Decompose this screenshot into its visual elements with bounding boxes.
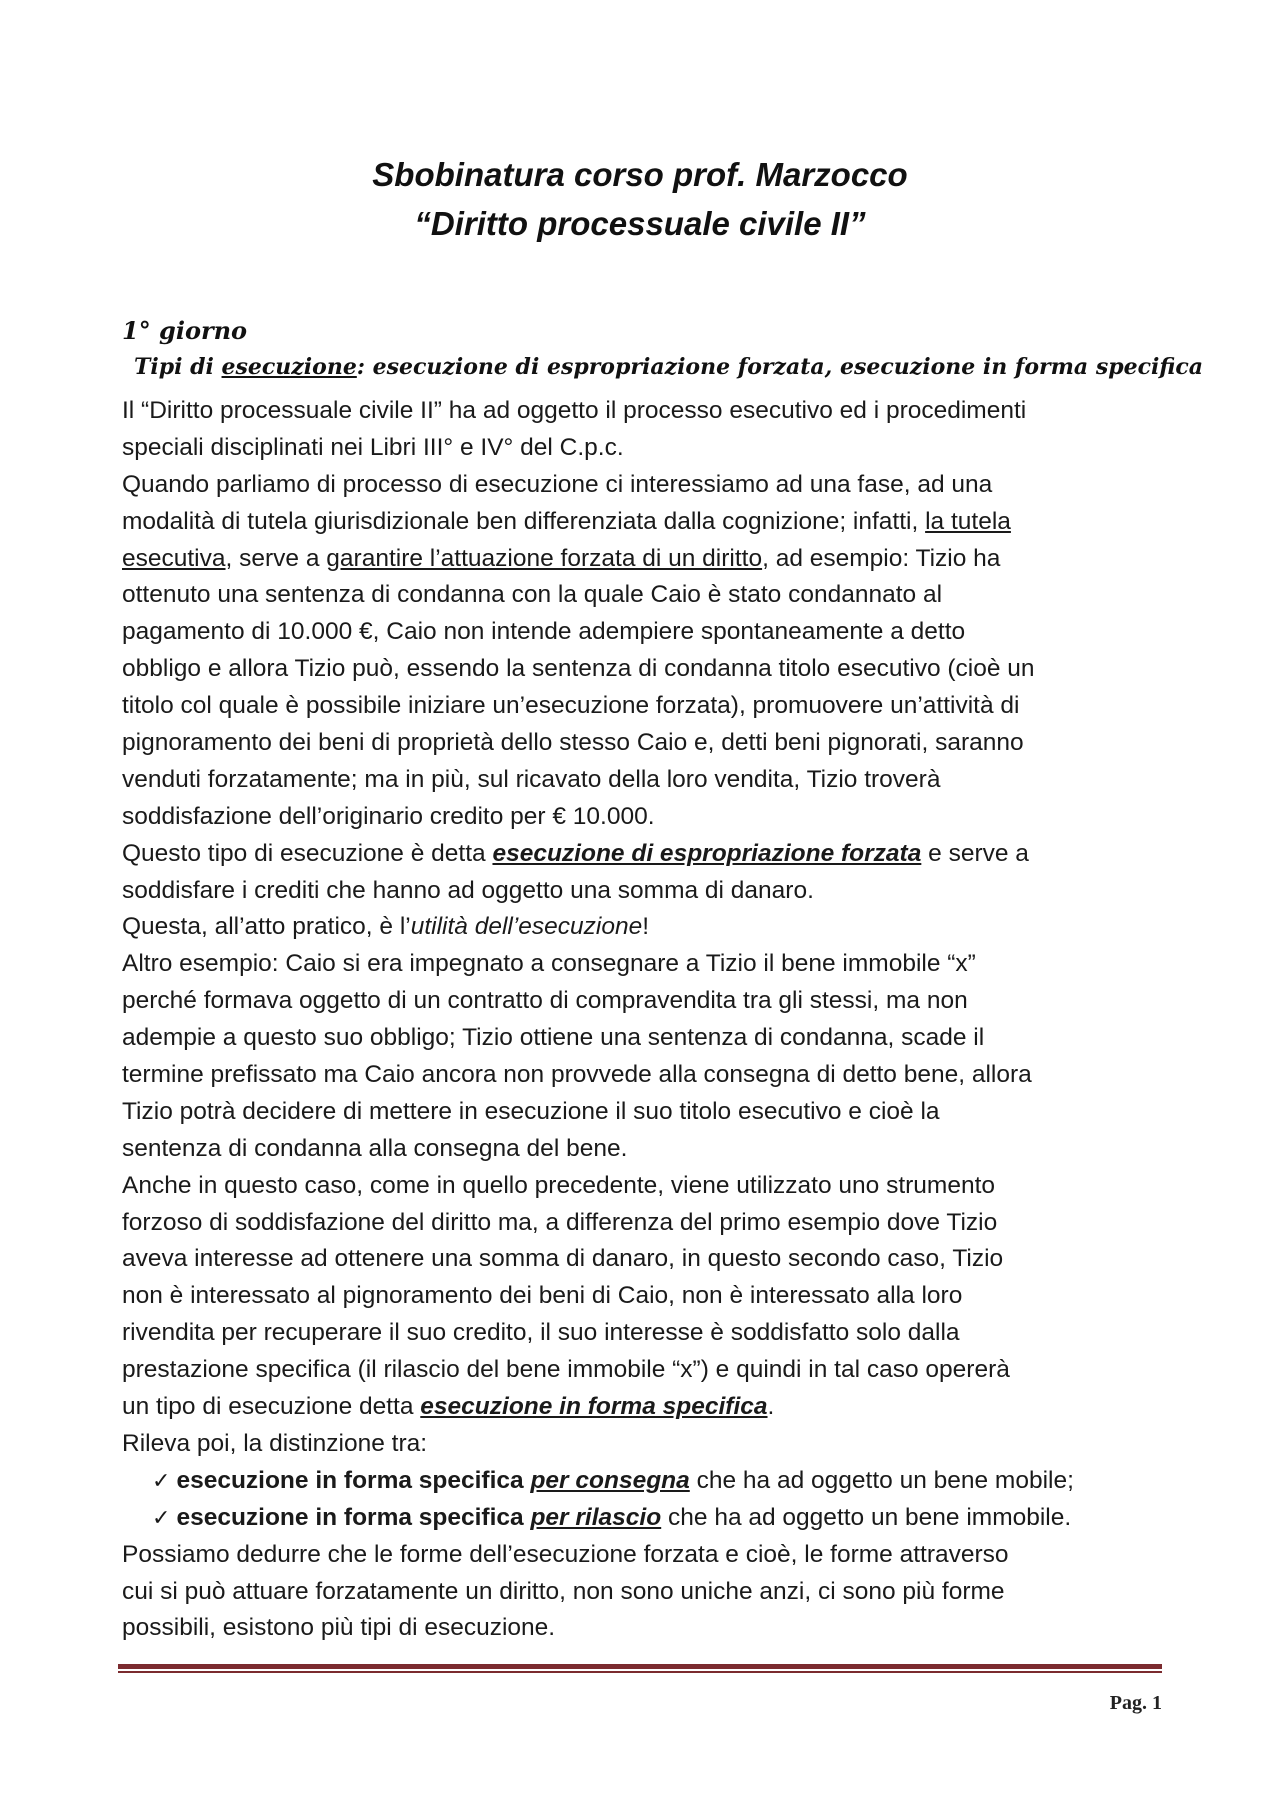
text-line bbox=[122, 909, 1182, 946]
section-heading-underlined: esecuzione bbox=[221, 354, 357, 380]
text-line: forzoso di soddisfazione del diritto ma, a differenza del primo esempio dove Tizio bbox=[122, 1208, 998, 1236]
footer-rule bbox=[118, 1664, 1162, 1673]
page-number: Pag. 1 bbox=[1109, 1692, 1162, 1714]
text-span: ! bbox=[642, 913, 650, 941]
text-span: che ha ad oggetto un bene immobile. bbox=[661, 1503, 1072, 1531]
text-span: , ad esempio: Tizio ha bbox=[762, 544, 1001, 572]
bold-text: esecuzione in forma specifica bbox=[176, 1466, 531, 1494]
title-line-2: “Diritto processuale civile II” bbox=[414, 205, 866, 242]
text-line: Tizio potrà decidere di mettere in esecuzione il suo titolo esecutivo e cioè la bbox=[122, 1097, 940, 1125]
text-line: Rileva poi, la distinzione tra: bbox=[122, 1429, 428, 1457]
text-line: cui si può attuare forzatamente un diritto, non sono uniche anzi, ci sono più forme bbox=[122, 1577, 1005, 1605]
text-line: pagamento di 10.000 €, Caio non intende adempiere spontaneamente a detto bbox=[122, 618, 966, 646]
text-line: speciali disciplinati nei Libri III° e IV° del C.p.c. bbox=[122, 433, 624, 461]
text-span: e serve a bbox=[921, 839, 1029, 867]
text-line bbox=[122, 541, 1182, 578]
text-line: possibili, esistono più tipi di esecuzione. bbox=[122, 1614, 556, 1642]
text-line: ottenuto una sentenza di condanna con la quale Caio è stato condannato al bbox=[122, 581, 943, 609]
text-line: obbligo e allora Tizio può, essendo la sentenza di condanna titolo esecutivo (cioè un bbox=[122, 655, 1035, 683]
page-title bbox=[0, 150, 1280, 248]
section-heading bbox=[134, 354, 1204, 380]
text-line: Il “Diritto processuale civile II” ha ad oggetto il processo esecutivo ed i procedimenti bbox=[122, 397, 1027, 424]
checkmark-icon: ✓ bbox=[152, 1468, 171, 1494]
text-line: perché formava oggetto di un contratto di compravendita tra gli stessi, ma non bbox=[122, 987, 968, 1015]
text-span: , serve a bbox=[225, 544, 327, 572]
text-line: soddisfare i crediti che hanno ad oggetto una somma di danaro. bbox=[122, 876, 814, 904]
title-line-1: Sbobinatura corso prof. Marzocco bbox=[372, 156, 908, 193]
checklist-item bbox=[122, 1463, 1182, 1500]
checklist-item bbox=[122, 1500, 1182, 1537]
text-line: Anche in questo caso, come in quello precedente, viene utilizzato uno strumento bbox=[122, 1171, 996, 1199]
text-line bbox=[122, 1389, 1182, 1426]
checkmark-icon: ✓ bbox=[152, 1505, 171, 1531]
bold-text: esecuzione in forma specifica bbox=[176, 1503, 531, 1531]
text-line: Possiamo dedurre che le forme dell’esecuzione forzata e cioè, le forme attraverso bbox=[122, 1540, 1009, 1568]
underlined-text: esecutiva bbox=[122, 544, 226, 572]
text-line: aveva interesse ad ottenere una somma di danaro, in questo secondo caso, Tizio bbox=[122, 1245, 1004, 1273]
emphasis-term: per rilascio bbox=[530, 1503, 662, 1531]
text-span: . bbox=[767, 1393, 775, 1421]
text-line: sentenza di condanna alla consegna del bene. bbox=[122, 1134, 628, 1162]
text-span: Questa, all’atto pratico, è l’ bbox=[122, 913, 411, 941]
text-line: non è interessato al pignoramento dei beni di Caio, non è interessato alla loro bbox=[122, 1282, 963, 1310]
text-line: termine prefissato ma Caio ancora non provvede alla consegna di detto bene, allora bbox=[122, 1061, 1032, 1089]
italic-text: utilità dell’esecuzione bbox=[410, 913, 643, 941]
text-line bbox=[122, 836, 1182, 873]
emphasis-term: esecuzione in forma specifica bbox=[420, 1393, 768, 1421]
text-line bbox=[122, 504, 1182, 541]
text-span: Questo tipo di esecuzione è detta bbox=[122, 839, 493, 867]
section-heading-rest: : esecuzione di espropriazione forzata, esecuzione in forma specifica bbox=[356, 354, 1204, 380]
text-line: adempie a questo suo obbligo; Tizio ottiene una sentenza di condanna, scade il bbox=[122, 1024, 985, 1052]
text-line: rivendita per recuperare il suo credito, il suo interesse è soddisfatto solo dalla bbox=[122, 1319, 960, 1347]
section-heading-prefix: Tipi di bbox=[134, 354, 222, 380]
text-span: che ha ad oggetto un bene mobile; bbox=[689, 1466, 1074, 1494]
text-span: modalità di tutela giurisdizionale ben differenziata dalla cognizione; infatti, bbox=[122, 507, 926, 535]
text-span: un tipo di esecuzione detta bbox=[122, 1393, 421, 1421]
text-line: prestazione specifica (il rilascio del bene immobile “x”) e quindi in tal caso opererà bbox=[122, 1356, 1010, 1384]
text-line: pignoramento dei beni di proprietà dello stesso Caio e, detti beni pignorati, saranno bbox=[122, 729, 1024, 757]
underlined-text: la tutela bbox=[925, 507, 1011, 535]
body-text bbox=[122, 393, 1182, 1647]
text-line: Quando parliamo di processo di esecuzione ci interessiamo ad una fase, ad una bbox=[122, 470, 993, 498]
underlined-text: garantire l’attuazione forzata di un diritto bbox=[326, 544, 763, 572]
emphasis-term: esecuzione di espropriazione forzata bbox=[492, 839, 922, 867]
footer-rule-thin bbox=[118, 1671, 1162, 1673]
emphasis-term: per consegna bbox=[530, 1466, 690, 1494]
text-line: Altro esempio: Caio si era impegnato a consegnare a Tizio il bene immobile “x” bbox=[122, 950, 976, 978]
text-line: soddisfazione dell’originario credito per € 10.000. bbox=[122, 802, 655, 830]
text-line: venduti forzatamente; ma in più, sul ricavato della loro vendita, Tizio troverà bbox=[122, 765, 941, 793]
text-line: titolo col quale è possibile iniziare un’esecuzione forzata), promuovere un’attività di bbox=[122, 692, 1020, 720]
day-heading: 1° giorno bbox=[122, 316, 248, 345]
